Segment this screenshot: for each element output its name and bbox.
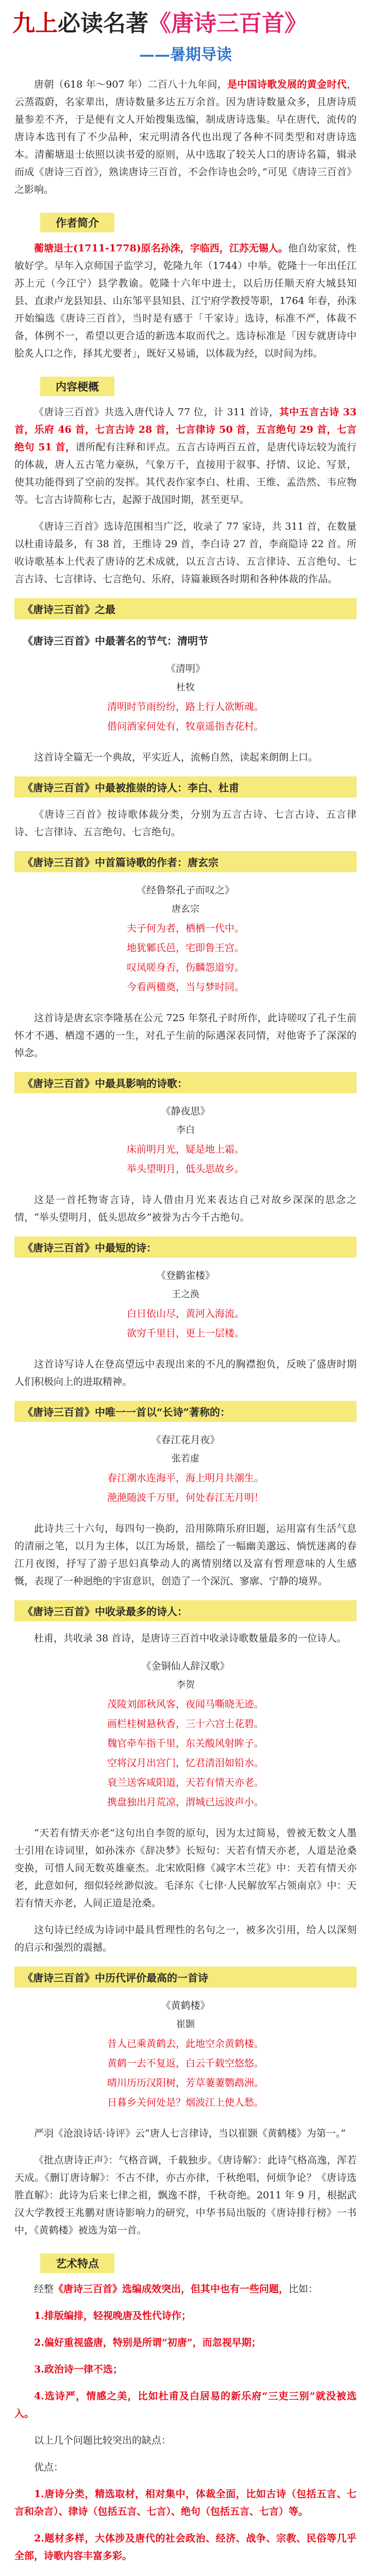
title-label: 必读名著 [58,10,148,37]
overview-text: 《唐诗三百首》共选入唐代诗人 77 位，计 311 首诗， [34,406,279,418]
poem-line: 黄鹤一去不复返，白云千载空悠悠。 [107,2057,264,2069]
paragraph: 此诗共三十六句，每四句一换韵，沿用陈隋乐府旧题，运用富有生活气息的清丽之笔，以月为主体，以江为场景，描绘了一幅幽美邈远、惝恍迷离的春江月夜图，抒写了游子思妇真挚动人的离情别绪以及富有哲理意味的人生感慨，表现了一种迥绝的宇宙意识，创造了一个深沉、寥廓、宁静的境界。 [14,1522,357,1587]
poem-author: 杜牧 [176,682,195,693]
intro-text: 唐朝（618 年～907 年）二百八十九年间， [34,78,228,90]
most-famous-festival: 《唐诗三百首》中最著名的节气：清明节 [23,634,208,647]
poem-author: 张若虚 [172,1453,199,1464]
poem-line: 画栏桂树悬秋香，三十六宫土花碧。 [107,1718,264,1730]
intro-text-cont: ，云蒸霞蔚，名家辈出，唐诗数量多达五万余首。因为唐诗数量众多，且唐诗质量参差不齐，于是便有文人开始搜集选编，制成唐诗选集。早在唐代，流传的唐诗本选刊有了不少品种，宋元明清各代也出现了各种不同类型和对唐诗选本。清蘅塘退士依照以读书爱的原则，从中选取了较关人口的唐诗名篇，辑录而成《唐诗三百首》，熟读唐诗三百首，不会作诗也会吟，”可见《唐诗三百首》之影响。 [14,78,357,195]
author-paragraph [14,240,357,362]
art-merit-item [14,2574,357,2576]
paragraph: 这是一首托物寄言诗，诗人借由月光来表达自己对故乡深深的思念之情，“举头望明月，低头思故乡”被誉为古今千古绝句。 [14,1194,357,1223]
poem-jingyesi [14,1101,357,1179]
long-poem: 《唐诗三百首》中唯一一首以“长诗”著称的： [14,1401,357,1422]
poem-line: 白日依山尽，黄河入海流。 [126,1308,244,1319]
poem-author: 李白 [176,1124,195,1136]
paragraph: 严羽《沧浪诗话·诗评》云“唐人七言律诗，当以崔颢《黄鹤楼》为第一。” [34,2127,346,2139]
intro-paragraph [14,76,357,198]
art-list-item: 2.偏好重视盛唐，特别是所谓“初唐”，而忽视早期； [34,2336,261,2348]
poem-line: 今看两楹奠，当与梦时同。 [126,981,244,993]
poem-line: 叹凤嗟身否，伤麟怨道穷。 [126,961,244,973]
poem-line: 春江潮水连海平，海上明月共潮生。 [107,1472,264,1484]
art-list-item: 3.政治诗一律不选； [34,2363,123,2375]
poem-line: 夫子何为者，栖栖一代中。 [126,922,244,934]
poem-jintong [14,1656,357,1812]
art-text: 经整 [34,2283,54,2295]
poem-line: 清明时节雨纷纷，路上行人欲断魂。 [107,701,264,713]
paragraph: 这首诗是唐玄宗李隆基在公元 725 年祭孔子时所作，此诗嗟叹了孔子生前怀才不遇、栖遑不遇的一生，对孔子生前的际遇深表同情，对他寄予了深深的悼念。 [14,1012,357,1059]
poem-title: 《登鹳雀楼》 [156,1269,215,1281]
most-collected-poet: 《唐诗三百首》中收录最多的诗人： [14,1600,357,1621]
article-body [0,67,371,2576]
paragraph: 以上几个问题比较突出的缺点： [34,2434,172,2446]
poem-title: 《黄鹤楼》 [161,1999,210,2011]
poem-title: 《静夜思》 [161,1105,210,1117]
poem-title: 《经鲁祭孔子而叹之》 [136,884,234,896]
overview-paragraph-2: 《唐诗三百首》选诗范围相当广泛，收录了 77 家诗，共 311 首，在数量以杜甫诗最多，有 38 首，王维诗 29 首，李白诗 27 首，李商隐诗 22 首。所收诗歌基本上代表了唐诗的艺术成就，以五言古诗、五言律诗、五言绝句、七言古诗、七言律诗、七言绝句、乐府，诗篇兼顾各时期和各种体裁的作品。 [14,520,357,585]
poem-author: 王之涣 [172,1289,199,1300]
page-subtitle: ——暑期导读 [139,45,232,64]
intro-highlight: 是中国诗歌发展的黄金时代 [227,78,347,90]
author-text: 他自幼家贫，性敏好学。早年入京师国子监学习，乾隆九年（1744）中举。乾隆十一年出任江苏上元（今江宁）县学教谕。乾隆十六年中进士，以后历任顺天府大城县知县、直隶卢龙县知县、山东邹平县知县、江宁府学教授等职，1764 年春，孙洙开始编选《唐诗三百首》，当时是有感于「千家诗」选诗，标准不严，体裁不备，体例不一，希望以更合适的新选本取而代之。选诗标准是「因专就唐诗中脍炙人口之作，择其尤要者」，既好又易诵，以体裁为经，以时间为纬。 [14,242,357,359]
poem-line: 地犹鄹氏邑，宅即鲁王宫。 [126,942,244,954]
poem-huanghelou [14,1996,357,2112]
poem-title: 《清明》 [165,663,205,674]
art-list-item: 1.排版编排，轻视晚唐及性代诗作； [34,2310,191,2321]
most-respected-poets: 《唐诗三百首》中最被推崇的诗人：李白、杜甫 [14,776,357,798]
poem-line: 衰兰送客咸阳道，天若有情天亦老。 [107,1776,264,1788]
poem-title: 《春江花月夜》 [151,1434,220,1446]
poem-line: 日暮乡关何处是？烟波江上使人愁。 [107,2096,264,2108]
art-merits-label: 优点： [34,2461,64,2473]
poem-author: 唐玄宗 [172,903,199,914]
art-text-cont: 比如： [289,2283,318,2295]
poem-line: 滟滟随波千万里，何处春江无月明！ [107,1492,264,1503]
poem-jilu [14,880,357,997]
art-paragraph-1 [14,2280,357,2298]
art-heading: 艺术特点 [40,2253,114,2273]
poem-author: 崔颢 [176,2019,195,2030]
most-influential-poem: 《唐诗三百首》中最具影响的诗歌： [14,1072,357,1093]
overview-text-cont: 谱所配有注释和评点。五言古诗两百五首，是唐代诗坛较为流行的体裁，唐人五古笔力豪纵，气象万千，直接用于叙事、抒情、议论、写景，使其功能得到了空前的发挥。其代表作家李白、杜甫、王维、孟浩然、韦应物等。七言古诗简称七古，起源于战国时期，甚至更早。 [14,441,357,505]
poem-title: 《金铜仙人辞汉歌》 [141,1660,230,1672]
paragraph: 这句诗已经成为诗词中最具哲理性的名句之一，被多次引用，给人以深刻的启示和强烈的震撼。 [14,1924,357,1953]
poem-line: 携盘独出月荒凉，渭城已远波声小。 [107,1796,264,1808]
poem-line: 魏官牵车指千里，东关酸风射眸子。 [107,1737,264,1749]
paragraph: 《唐诗三百首》按诗歌体裁分类，分别为五言古诗、七言古诗、五言律诗、七言律诗、五言绝句、七言绝句。 [14,808,357,838]
poem-line: 茂陵刘郎秋风客，夜闻马嘶晓无迹。 [107,1698,264,1710]
overview-paragraph-1 [14,403,357,509]
poem-author: 李贺 [176,1679,195,1690]
poem-qingming [14,659,357,736]
paragraph: 《批点唐诗正声》：气格音调，千载独步。《唐诗解》：此诗气格高逸，浑若天成。《删订唐诗解》：不古不律，亦古亦律，千秋绝唱，何烦争论？《唐诗选胜直解》：此诗为后来七律之祖，飘逸不群，千秋奇绝。2011 年 9 月，根据武汉大学教授王兆鹏对唐诗影响力的研究，中华书局出版的《唐诗排行榜》一书中，《黄鹤楼》被选为第一首。 [14,2154,357,2236]
shortest-poem: 《唐诗三百首》中最短的诗： [14,1236,357,1258]
header [0,0,371,67]
art-highlight: 《唐诗三百首》选编成效突出，但其中也有一些问题， [54,2283,289,2295]
author-heading: 作者简介 [40,213,114,232]
art-merit-item: 2.题材多样，大体涉及唐代的社会政治、经济、战争、宗教、民俗等几乎全部，诗歌内容丰富多彩。 [14,2532,357,2562]
page-title [12,10,359,38]
highest-rated-poem: 《唐诗三百首》中历代评价最高的一首诗 [14,1967,357,1988]
section-heading-most: 《唐诗三百首》之最 [14,598,357,619]
author-highlight: 蘅塘退士(1711-1778)原名孙洙，字临西，江苏无锡人。 [34,242,288,254]
poem-line: 举头望明月，低头思故乡。 [126,1163,244,1175]
art-merit-item: 1.唐诗分类，精选取材，相对集中，体裁全面，比如古诗（包括五言、七言和杂言）、律诗（包括五言、七言）、绝句（包括五言、七言）等。 [14,2488,357,2517]
first-poem-author: 《唐诗三百首》中首篇诗歌的作者：唐玄宗 [14,851,357,872]
paragraph: “天若有情天亦老”这句出自李贺的原句，因为太过简易，曾被无数文人墨士引用在诗词里，如孙洙亦《辞决梦》长短句：天若有情天亦老，人道是沧桑变换，可惜人间无数英雄豪杰。北宋欧阳修《减字木兰花》中：天若有情天亦老，此意如何，细似轻丝渺似波。毛泽东《七律·人民解放军占领南京》中：天若有情天亦老，人间正道是沧桑。 [14,1827,357,1909]
poem-line: 欲穷千里目，更上一层楼。 [126,1327,244,1339]
title-grade: 九上 [12,10,58,37]
poem-line: 晴川历历汉阳树，芳草萋萋鹦鹉洲。 [107,2077,264,2089]
art-list-item: 4.选诗严，情感之美，比如杜甫及白居易的新乐府“三吏三别”就没被选入。 [14,2390,357,2419]
paragraph: 这首诗全篇无一个典故，平实近人，流畅自然，读起来朗朗上口。 [34,751,318,763]
poem-line: 空将汉月出宫门，忆君清泪如铅水。 [107,1757,264,1769]
paragraph: 杜甫，共收录 38 首诗，是唐诗三百首中收录诗歌数量最多的一位诗人。 [34,1632,347,1644]
overview-highlight: 其中五言古诗 33 首，乐府 46 首，七言古诗 28 首，七言律诗 50 首，五言绝句 29 首，七言绝句 51 首， [14,406,357,453]
poem-dengguanque [14,1266,357,1343]
paragraph: 这首诗写诗人在登高望远中表现出来的不凡的胸襟抱负，反映了盛唐时期人们积极向上的进取精神。 [14,1358,357,1387]
poem-line: 床前明月光，疑是地上霜。 [126,1143,244,1155]
overview-heading: 内容梗概 [40,377,114,396]
poem-chunjiang [14,1430,357,1507]
title-book: 《唐诗三百首》 [148,10,307,37]
poem-line: 昔人已乘黄鹤去，此地空余黄鹤楼。 [107,2038,264,2049]
poem-line: 借问酒家何处有，牧童遥指杏花村。 [107,720,264,732]
